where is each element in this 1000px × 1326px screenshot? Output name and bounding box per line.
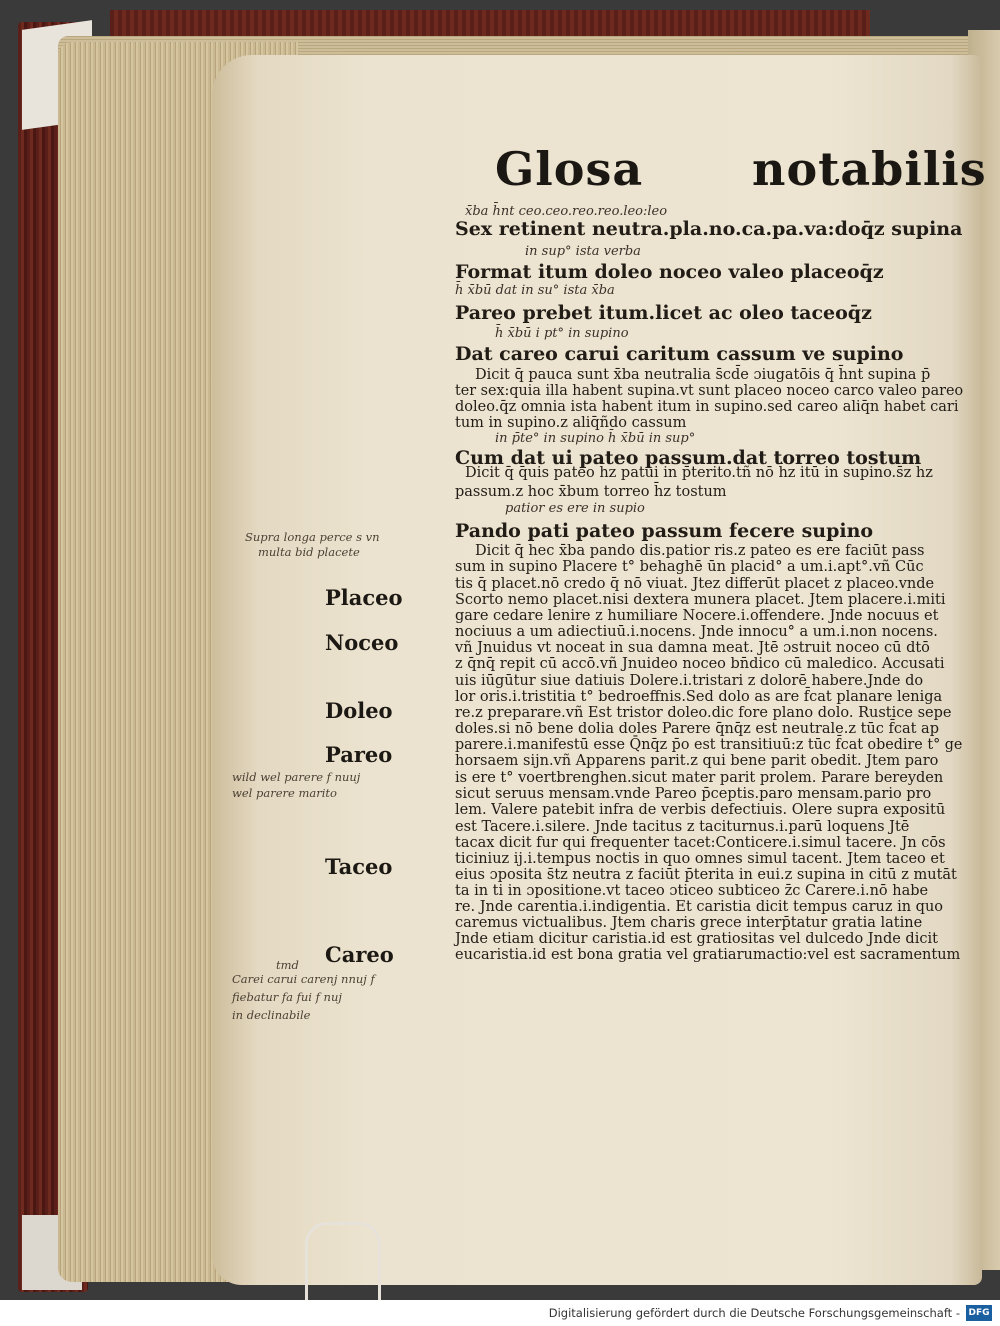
handwritten-note-line: Carei carui carenj nnuj f [232, 972, 375, 986]
margin-keyword-doleo: Doleo [325, 698, 393, 723]
commentary-line: tacax dicit fur qui frequenter tacet:Conticere.i.simul tacere. Jn cōs [455, 835, 946, 851]
interlinear-gloss-line: x̄ba h̄nt ceo.ceo.reo.reo.leo:leo [465, 204, 668, 219]
funding-credit: Digitalisierung gefördert durch die Deutsche Forschungsgemeinschaft - [548, 1306, 960, 1320]
handwritten-note-line: wel parere marito [232, 786, 337, 800]
footer-bar [0, 1300, 1000, 1326]
margin-keyword-placeo: Placeo [325, 585, 403, 610]
commentary-line: parere.i.manifestū esse Q̄nq̄z p̄o est transitiuū:z tūc f̄cat obedire t° ge [455, 737, 963, 753]
verse-line: Cum dat ui pateo passum.dat torreo tostum [455, 447, 922, 469]
interlinear-gloss-line: in p̄te° in supino h̄ x̄bū in sup° [495, 431, 696, 446]
commentary-line: sicut seruus mensam.vnde Pareo p̄ceptis.paro mensam.pario pro [455, 786, 932, 802]
commentary-line: Dicit q̄ hec x̄ba pando dis.patior ris.z pateo es ere faciūt pass [475, 543, 925, 559]
handwritten-note-line: fiebatur fa fui f nuj [232, 990, 342, 1004]
commentary-line: lor oris.i.tristitia t° bedroeffnis.Sed dolo as are f̄cat planare leniga [455, 689, 943, 705]
commentary-line: caremus victualibus. Jtem charis grece interp̄tatur gratia latine [455, 915, 923, 931]
commentary-line: Scorto nemo placet.nisi dextera munera placet. Jtem placere.i.miti [455, 592, 946, 608]
interlinear-gloss-line: in sup° ista verba [525, 244, 641, 259]
commentary-line: is ere t° voertbrenghen.sicut mater parit prolem. Parare bereyden [455, 770, 944, 786]
commentary-line: Dicit q̄ pauca sunt x̄ba neutralia s̄cd̄e ɔiugatōis q̄ h̄nt supina p̄ [475, 367, 931, 383]
commentary-line: re. Jnde carentia.i.indigentia. Et caristia dicit tempus caruz in quo [455, 899, 944, 915]
commentary-line: doleo.q̄z omnia ista habent itum in supino.sed careo aliq̄n habet cari [455, 399, 959, 415]
commentary-line: eucaristia.id est bona gratia vel gratiarumactio:vel est sacramentum [455, 947, 961, 963]
commentary-line: doles.si nō bene dolia doles Parere q̄nq̄z est neutrale.z tūc f̄cat ap [455, 721, 939, 737]
interlinear-gloss-line: patior es ere in supio [505, 501, 645, 516]
margin-keyword-taceo: Taceo [325, 854, 393, 879]
commentary-line: uis iūgūtur siue datiuis Dolere.i.tristari z dolorē habere.Jnde do [455, 673, 924, 689]
commentary-line: sum in supino Placere t° behaghē ūn placid° a um.i.apt°.vñ Cūc [455, 559, 924, 575]
commentary-line: re.z preparare.vñ Est tristor doleo.dic fore plano dolo. Rustice sepe [455, 705, 952, 721]
bookmark-strap [305, 1222, 381, 1300]
handwritten-note-line: Supra longa perce s vn [245, 530, 380, 544]
commentary-line: passum.z hoc x̄bum torreo h̄z tostum [455, 484, 727, 500]
commentary-line: nociuus a um adiectiuū.i.nocens. Jnde innocu° a um.i.non nocens. [455, 624, 938, 640]
verse-line: Format itum doleo noceo valeo placeoq̄z [455, 261, 884, 283]
running-head-right: notabilis [752, 142, 987, 196]
margin-keyword-noceo: Noceo [325, 630, 399, 655]
interlinear-gloss-line: h̄ x̄bū i pt° in supino [495, 326, 629, 341]
commentary-line: gare cedare lenire z humiliare Nocere.i.offendere. Jnde nocuus et [455, 608, 939, 624]
dfg-logo: DFG [966, 1305, 992, 1321]
verse-line: Dat careo carui caritum cassum ve supino [455, 343, 904, 365]
interlinear-gloss-line: h̄ x̄bū dat in su° ista x̄ba [455, 283, 615, 298]
margin-keyword-careo: Careo [325, 942, 394, 967]
commentary-line: ta in ti in ɔpositione.vt taceo ɔticeo subticeo z̄c Carere.i.nō habe [455, 883, 929, 899]
commentary-line: ter sex:quia illa habent supina.vt sunt placeo noceo carco valeo pareo [455, 383, 964, 399]
commentary-line: est Tacere.i.silere. Jnde tacitus z taciturnus.i.parū loquens Jtē [455, 819, 910, 835]
commentary-line: eius ɔposita s̄tz neutra z faciūt p̄terita in eui.z supina in citū z mutāt [455, 867, 957, 883]
verse-line: Sex retinent neutra.pla.no.ca.pa.va:doq̄z supina [455, 218, 963, 240]
verse-line: Pando pati pateo passum fecere supino [455, 520, 874, 542]
handwritten-note-line: tmd [276, 958, 299, 972]
verse-line: Pareo prebet itum.licet ac oleo taceoq̄z [455, 302, 872, 324]
commentary-line: Dicit q̄ q̄uis pateo h̄z patui in p̄terito.tñ nō h̄z itū in supino.s̄z h̄z [465, 465, 933, 481]
margin-keyword-pareo: Pareo [325, 742, 393, 767]
commentary-line: lem. Valere patebit infra de verbis defectiuis. Olere supra expositū [455, 802, 946, 818]
commentary-line: ticiniuz ij.i.tempus noctis in quo omnes simul tacent. Jtem taceo et [455, 851, 945, 867]
commentary-line: z q̄nq̄ repit cū accō.vñ Jnuideo noceo bn̄dico cū maledico. Accusati [455, 656, 945, 672]
commentary-line: vñ Jnuidus vt noceat in sua damna meat. Jtē ɔstruit noceo cū dtō [455, 640, 930, 656]
handwritten-note-line: wild wel parere f nuuj [232, 770, 361, 784]
commentary-line: tis q̄ placet.nō credo q̄ nō viuat. Jtez differūt placet z placeo.vnde [455, 576, 935, 592]
commentary-line: horsaem sijn.vñ Apparens parit.z qui bene parit obedit. Jtem paro [455, 753, 939, 769]
running-head-left: Glosa [495, 142, 644, 196]
handwritten-note-line: in declinabile [232, 1008, 311, 1022]
handwritten-note-line: multa bid placete [258, 545, 360, 559]
commentary-line: tum in supino.z aliq̄ñdo cassum [455, 415, 687, 431]
commentary-line: Jnde etiam dicitur caristia.id est gratiositas vel dulcedo Jnde dicit [455, 931, 938, 947]
